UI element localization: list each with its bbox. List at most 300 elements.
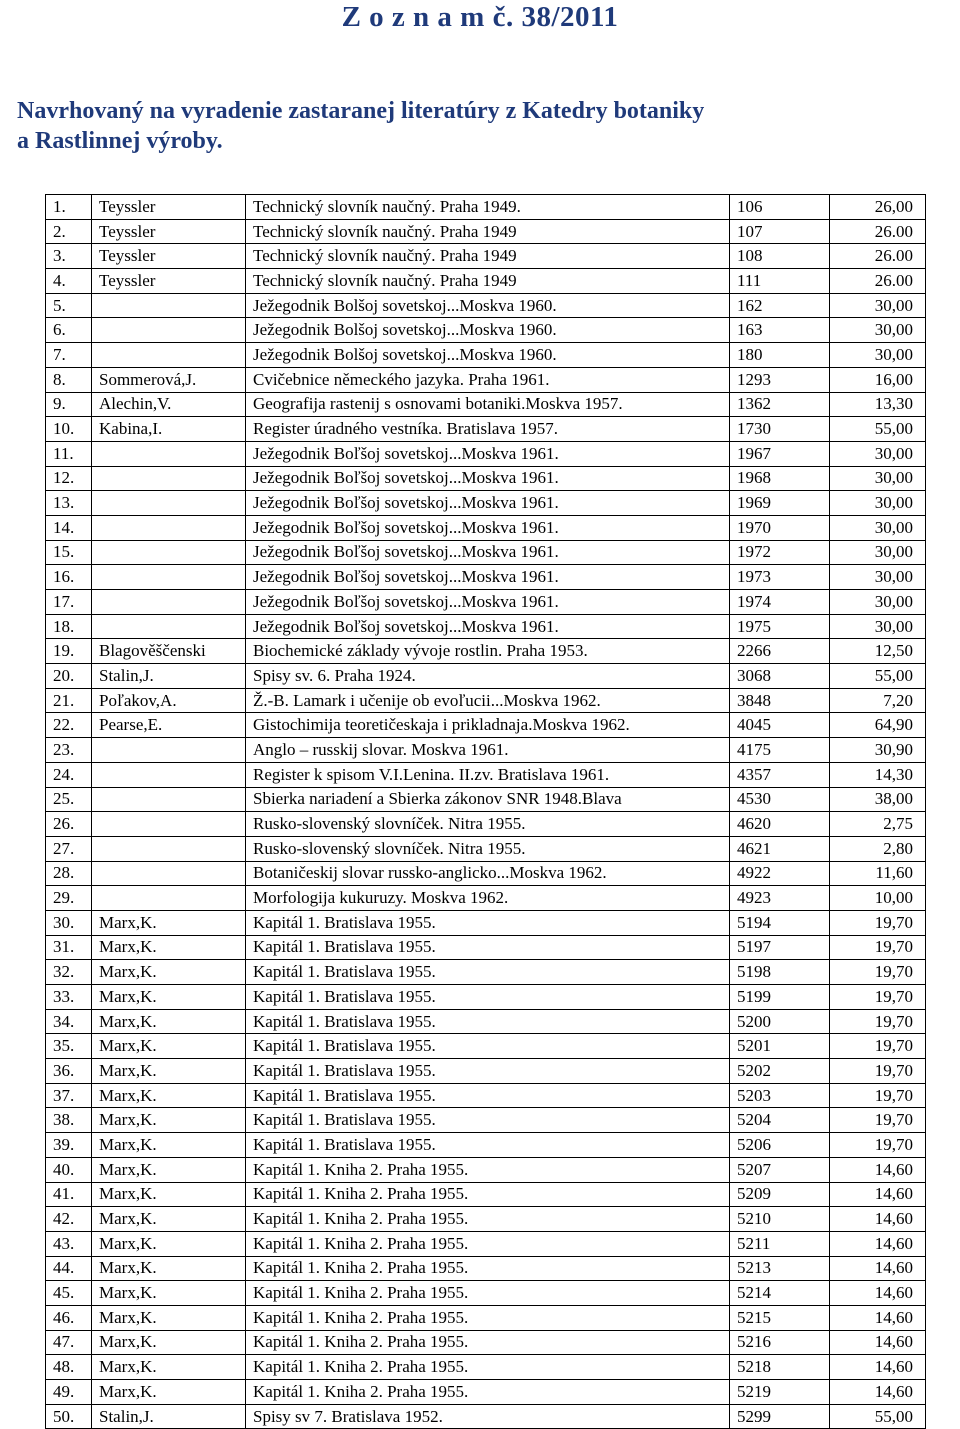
title-cell: Technický slovník naučný. Praha 1949 — [246, 219, 730, 244]
row-number: 19. — [46, 639, 92, 664]
author-cell — [92, 836, 246, 861]
table-row — [46, 392, 926, 417]
title-cell: Kapitál 1. Bratislava 1955. — [246, 1059, 730, 1084]
inventory-number-cell: 5216 — [730, 1330, 830, 1355]
title-cell: Ježegodnik Boľšoj sovetskoj...Moskva 1961. — [246, 540, 730, 565]
title-cell: Ježegodnik Bolšoj sovetskoj...Moskva 1960. — [246, 343, 730, 368]
row-number: 27. — [46, 836, 92, 861]
document-subtitle — [17, 96, 917, 156]
row-number: 14. — [46, 515, 92, 540]
table-row — [46, 269, 926, 294]
table-row — [46, 836, 926, 861]
inventory-number-cell: 5218 — [730, 1355, 830, 1380]
price-cell: 14,60 — [830, 1256, 926, 1281]
inventory-number-cell: 2266 — [730, 639, 830, 664]
row-number: 39. — [46, 1133, 92, 1158]
price-cell: 14,60 — [830, 1281, 926, 1306]
inventory-number-cell: 1972 — [730, 540, 830, 565]
title-cell: Rusko-slovenský slovníček. Nitra 1955. — [246, 812, 730, 837]
table-row — [46, 1182, 926, 1207]
inventory-number-cell: 106 — [730, 195, 830, 220]
author-cell — [92, 565, 246, 590]
title-cell: Ž.-B. Lamark i učenije ob evoľucii...Moskva 1962. — [246, 688, 730, 713]
price-cell: 14,60 — [830, 1305, 926, 1330]
price-cell: 30,90 — [830, 738, 926, 763]
table-row — [46, 293, 926, 318]
price-cell: 11,60 — [830, 861, 926, 886]
author-cell — [92, 787, 246, 812]
price-cell: 30,00 — [830, 540, 926, 565]
inventory-number-cell: 4357 — [730, 762, 830, 787]
price-cell: 64,90 — [830, 713, 926, 738]
inventory-number-cell: 4530 — [730, 787, 830, 812]
price-cell: 19,70 — [830, 1034, 926, 1059]
row-number: 46. — [46, 1305, 92, 1330]
title-cell: Technický slovník naučný. Praha 1949. — [246, 195, 730, 220]
inventory-number-cell: 5194 — [730, 910, 830, 935]
price-cell: 2,75 — [830, 812, 926, 837]
price-cell: 30,00 — [830, 318, 926, 343]
subtitle-line-2: a Rastlinnej výroby. — [17, 128, 223, 154]
author-cell — [92, 540, 246, 565]
author-cell — [92, 441, 246, 466]
row-number: 24. — [46, 762, 92, 787]
price-cell: 30,00 — [830, 515, 926, 540]
price-cell: 30,00 — [830, 614, 926, 639]
inventory-number-cell: 1974 — [730, 590, 830, 615]
inventory-number-cell: 108 — [730, 244, 830, 269]
title-cell: Kapitál 1. Bratislava 1955. — [246, 1034, 730, 1059]
inventory-number-cell: 5198 — [730, 960, 830, 985]
table-row — [46, 985, 926, 1010]
row-number: 49. — [46, 1380, 92, 1405]
price-cell: 2,80 — [830, 836, 926, 861]
table-row — [46, 639, 926, 664]
table-row — [46, 1355, 926, 1380]
row-number: 18. — [46, 614, 92, 639]
author-cell — [92, 861, 246, 886]
price-cell: 14,60 — [830, 1380, 926, 1405]
title-cell: Biochemické základy vývoje rostlin. Praha 1953. — [246, 639, 730, 664]
inventory-number-cell: 111 — [730, 269, 830, 294]
table-row — [46, 1083, 926, 1108]
inventory-number-cell: 4621 — [730, 836, 830, 861]
table-row — [46, 1133, 926, 1158]
title-cell: Technický slovník naučný. Praha 1949 — [246, 269, 730, 294]
row-number: 47. — [46, 1330, 92, 1355]
author-cell: Teyssler — [92, 195, 246, 220]
table-row — [46, 1231, 926, 1256]
table-row — [46, 515, 926, 540]
author-cell: Marx,K. — [92, 985, 246, 1010]
inventory-number-cell: 1730 — [730, 417, 830, 442]
row-number: 6. — [46, 318, 92, 343]
price-cell: 30,00 — [830, 293, 926, 318]
author-cell: Marx,K. — [92, 1182, 246, 1207]
price-cell: 30,00 — [830, 466, 926, 491]
row-number: 3. — [46, 244, 92, 269]
price-cell: 19,70 — [830, 985, 926, 1010]
row-number: 37. — [46, 1083, 92, 1108]
table-row — [46, 664, 926, 689]
title-cell: Kapitál 1. Kniha 2. Praha 1955. — [246, 1281, 730, 1306]
row-number: 4. — [46, 269, 92, 294]
author-cell — [92, 886, 246, 911]
title-cell: Register úradného vestníka. Bratislava 1957. — [246, 417, 730, 442]
inventory-number-cell: 5215 — [730, 1305, 830, 1330]
inventory-number-cell: 4175 — [730, 738, 830, 763]
author-cell — [92, 614, 246, 639]
author-cell — [92, 491, 246, 516]
author-cell: Marx,K. — [92, 1207, 246, 1232]
inventory-number-cell: 5214 — [730, 1281, 830, 1306]
row-number: 21. — [46, 688, 92, 713]
title-cell: Kapitál 1. Kniha 2. Praha 1955. — [246, 1231, 730, 1256]
table-row — [46, 1330, 926, 1355]
table-row — [46, 1108, 926, 1133]
price-cell: 7,20 — [830, 688, 926, 713]
author-cell: Marx,K. — [92, 1281, 246, 1306]
inventory-number-cell: 5203 — [730, 1083, 830, 1108]
author-cell: Marx,K. — [92, 1355, 246, 1380]
author-cell: Sommerová,J. — [92, 367, 246, 392]
inventory-number-cell: 1293 — [730, 367, 830, 392]
title-cell: Gistochimija teoretičeskaja i prikladnaja.Moskva 1962. — [246, 713, 730, 738]
row-number: 35. — [46, 1034, 92, 1059]
price-cell: 55,00 — [830, 417, 926, 442]
row-number: 7. — [46, 343, 92, 368]
table-row — [46, 1009, 926, 1034]
inventory-number-cell: 1975 — [730, 614, 830, 639]
table-row — [46, 417, 926, 442]
row-number: 8. — [46, 367, 92, 392]
inventory-number-cell: 5206 — [730, 1133, 830, 1158]
title-cell: Ježegodnik Boľšoj sovetskoj...Moskva 1961. — [246, 441, 730, 466]
inventory-number-cell: 5197 — [730, 935, 830, 960]
table-row — [46, 762, 926, 787]
book-list-body — [46, 195, 926, 1429]
row-number: 33. — [46, 985, 92, 1010]
inventory-number-cell: 1973 — [730, 565, 830, 590]
row-number: 40. — [46, 1157, 92, 1182]
inventory-number-cell: 180 — [730, 343, 830, 368]
table-row — [46, 590, 926, 615]
author-cell: Blagověščenski — [92, 639, 246, 664]
table-row — [46, 540, 926, 565]
title-cell: Ježegodnik Bolšoj sovetskoj...Moskva 1960. — [246, 318, 730, 343]
inventory-number-cell: 162 — [730, 293, 830, 318]
inventory-number-cell: 5209 — [730, 1182, 830, 1207]
inventory-number-cell: 163 — [730, 318, 830, 343]
subtitle-line-1: Navrhovaný na vyradenie zastaranej literatúry z Katedry botaniky — [17, 98, 705, 124]
table-row — [46, 910, 926, 935]
price-cell: 16,00 — [830, 367, 926, 392]
table-row — [46, 1380, 926, 1405]
inventory-number-cell: 107 — [730, 219, 830, 244]
author-cell: Teyssler — [92, 244, 246, 269]
author-cell: Marx,K. — [92, 1157, 246, 1182]
inventory-number-cell: 1969 — [730, 491, 830, 516]
table-row — [46, 738, 926, 763]
table-row — [46, 886, 926, 911]
table-row — [46, 1256, 926, 1281]
book-list-table — [45, 194, 926, 1429]
row-number: 2. — [46, 219, 92, 244]
table-row — [46, 441, 926, 466]
inventory-number-cell: 5219 — [730, 1380, 830, 1405]
table-row — [46, 960, 926, 985]
row-number: 32. — [46, 960, 92, 985]
row-number: 43. — [46, 1231, 92, 1256]
author-cell — [92, 318, 246, 343]
title-cell: Anglo – russkij slovar. Moskva 1961. — [246, 738, 730, 763]
author-cell: Marx,K. — [92, 935, 246, 960]
inventory-number-cell: 3848 — [730, 688, 830, 713]
table-row — [46, 318, 926, 343]
author-cell: Marx,K. — [92, 1231, 246, 1256]
price-cell: 26.00 — [830, 269, 926, 294]
row-number: 48. — [46, 1355, 92, 1380]
author-cell — [92, 293, 246, 318]
author-cell — [92, 515, 246, 540]
inventory-number-cell: 4922 — [730, 861, 830, 886]
row-number: 9. — [46, 392, 92, 417]
inventory-number-cell: 4045 — [730, 713, 830, 738]
author-cell: Marx,K. — [92, 910, 246, 935]
row-number: 5. — [46, 293, 92, 318]
author-cell: Marx,K. — [92, 1330, 246, 1355]
table-row — [46, 861, 926, 886]
row-number: 30. — [46, 910, 92, 935]
title-cell: Sbierka nariadení a Sbierka zákonov SNR 1948.Blava — [246, 787, 730, 812]
table-row — [46, 343, 926, 368]
title-cell: Kapitál 1. Kniha 2. Praha 1955. — [246, 1330, 730, 1355]
author-cell — [92, 466, 246, 491]
row-number: 16. — [46, 565, 92, 590]
title-cell: Morfologija kukuruzy. Moskva 1962. — [246, 886, 730, 911]
table-row — [46, 1157, 926, 1182]
row-number: 31. — [46, 935, 92, 960]
price-cell: 19,70 — [830, 960, 926, 985]
price-cell: 19,70 — [830, 1059, 926, 1084]
title-cell: Ježegodnik Boľšoj sovetskoj...Moskva 1961. — [246, 515, 730, 540]
price-cell: 10,00 — [830, 886, 926, 911]
title-cell: Spisy sv 7. Bratislava 1952. — [246, 1404, 730, 1429]
title-cell: Kapitál 1. Kniha 2. Praha 1955. — [246, 1207, 730, 1232]
table-row — [46, 812, 926, 837]
title-cell: Kapitál 1. Bratislava 1955. — [246, 960, 730, 985]
author-cell: Marx,K. — [92, 1256, 246, 1281]
title-cell: Ježegodnik Boľšoj sovetskoj...Moskva 1961. — [246, 491, 730, 516]
price-cell: 26.00 — [830, 219, 926, 244]
table-row — [46, 1305, 926, 1330]
title-cell: Kapitál 1. Kniha 2. Praha 1955. — [246, 1256, 730, 1281]
row-number: 13. — [46, 491, 92, 516]
inventory-number-cell: 3068 — [730, 664, 830, 689]
table-row — [46, 1207, 926, 1232]
inventory-number-cell: 5199 — [730, 985, 830, 1010]
author-cell: Kabina,I. — [92, 417, 246, 442]
row-number: 20. — [46, 664, 92, 689]
row-number: 38. — [46, 1108, 92, 1133]
price-cell: 14,60 — [830, 1182, 926, 1207]
table-row — [46, 195, 926, 220]
inventory-number-cell: 1967 — [730, 441, 830, 466]
price-cell: 55,00 — [830, 1404, 926, 1429]
price-cell: 30,00 — [830, 590, 926, 615]
title-cell: Technický slovník naučný. Praha 1949 — [246, 244, 730, 269]
inventory-number-cell: 5207 — [730, 1157, 830, 1182]
price-cell: 38,00 — [830, 787, 926, 812]
price-cell: 26,00 — [830, 195, 926, 220]
title-cell: Ježegodnik Boľšoj sovetskoj...Moskva 1961. — [246, 565, 730, 590]
price-cell: 19,70 — [830, 910, 926, 935]
inventory-number-cell: 5204 — [730, 1108, 830, 1133]
author-cell: Stalin,J. — [92, 664, 246, 689]
price-cell: 19,70 — [830, 935, 926, 960]
title-cell: Cvičebnice německého jazyka. Praha 1961. — [246, 367, 730, 392]
author-cell: Stalin,J. — [92, 1404, 246, 1429]
inventory-number-cell: 1970 — [730, 515, 830, 540]
price-cell: 26.00 — [830, 244, 926, 269]
row-number: 29. — [46, 886, 92, 911]
price-cell: 19,70 — [830, 1133, 926, 1158]
author-cell: Marx,K. — [92, 1034, 246, 1059]
document-title: Z o z n a m č. 38/2011 — [341, 1, 619, 33]
author-cell: Marx,K. — [92, 1009, 246, 1034]
author-cell: Marx,K. — [92, 1133, 246, 1158]
price-cell: 14,60 — [830, 1157, 926, 1182]
author-cell: Marx,K. — [92, 1305, 246, 1330]
table-row — [46, 466, 926, 491]
row-number: 45. — [46, 1281, 92, 1306]
price-cell: 30,00 — [830, 343, 926, 368]
price-cell: 19,70 — [830, 1009, 926, 1034]
inventory-number-cell: 5211 — [730, 1231, 830, 1256]
table-row — [46, 713, 926, 738]
author-cell — [92, 762, 246, 787]
author-cell: Marx,K. — [92, 1380, 246, 1405]
table-row — [46, 1404, 926, 1429]
row-number: 41. — [46, 1182, 92, 1207]
author-cell: Marx,K. — [92, 1083, 246, 1108]
inventory-number-cell: 4620 — [730, 812, 830, 837]
inventory-number-cell: 5202 — [730, 1059, 830, 1084]
title-cell: Geografija rastenij s osnovami botaniki.Moskva 1957. — [246, 392, 730, 417]
price-cell: 55,00 — [830, 664, 926, 689]
row-number: 23. — [46, 738, 92, 763]
title-cell: Rusko-slovenský slovníček. Nitra 1955. — [246, 836, 730, 861]
inventory-number-cell: 5200 — [730, 1009, 830, 1034]
price-cell: 14,60 — [830, 1330, 926, 1355]
inventory-number-cell: 5213 — [730, 1256, 830, 1281]
row-number: 10. — [46, 417, 92, 442]
row-number: 50. — [46, 1404, 92, 1429]
inventory-number-cell: 4923 — [730, 886, 830, 911]
price-cell: 12,50 — [830, 639, 926, 664]
row-number: 34. — [46, 1009, 92, 1034]
row-number: 12. — [46, 466, 92, 491]
author-cell: Marx,K. — [92, 1059, 246, 1084]
title-cell: Botaničeskij slovar russko-anglicko...Moskva 1962. — [246, 861, 730, 886]
row-number: 17. — [46, 590, 92, 615]
title-cell: Ježegodnik Boľšoj sovetskoj...Moskva 1961. — [246, 466, 730, 491]
author-cell: Teyssler — [92, 269, 246, 294]
title-cell: Kapitál 1. Bratislava 1955. — [246, 1133, 730, 1158]
title-cell: Ježegodnik Boľšoj sovetskoj...Moskva 1961. — [246, 590, 730, 615]
table-row — [46, 219, 926, 244]
table-row — [46, 787, 926, 812]
title-cell: Kapitál 1. Kniha 2. Praha 1955. — [246, 1157, 730, 1182]
table-row — [46, 1034, 926, 1059]
row-number: 11. — [46, 441, 92, 466]
inventory-number-cell: 1362 — [730, 392, 830, 417]
inventory-number-cell: 5201 — [730, 1034, 830, 1059]
author-cell: Pearse,E. — [92, 713, 246, 738]
title-cell: Kapitál 1. Kniha 2. Praha 1955. — [246, 1305, 730, 1330]
title-cell: Ježegodnik Boľšoj sovetskoj...Moskva 1961. — [246, 614, 730, 639]
price-cell: 14,30 — [830, 762, 926, 787]
title-cell: Kapitál 1. Bratislava 1955. — [246, 985, 730, 1010]
author-cell — [92, 343, 246, 368]
table-row — [46, 1281, 926, 1306]
author-cell: Alechin,V. — [92, 392, 246, 417]
row-number: 36. — [46, 1059, 92, 1084]
row-number: 22. — [46, 713, 92, 738]
inventory-number-cell: 1968 — [730, 466, 830, 491]
title-cell: Kapitál 1. Bratislava 1955. — [246, 910, 730, 935]
price-cell: 30,00 — [830, 491, 926, 516]
price-cell: 30,00 — [830, 441, 926, 466]
table-row — [46, 244, 926, 269]
row-number: 15. — [46, 540, 92, 565]
row-number: 42. — [46, 1207, 92, 1232]
price-cell: 14,60 — [830, 1207, 926, 1232]
author-cell: Marx,K. — [92, 1108, 246, 1133]
inventory-number-cell: 5299 — [730, 1404, 830, 1429]
author-cell — [92, 812, 246, 837]
price-cell: 14,60 — [830, 1355, 926, 1380]
row-number: 26. — [46, 812, 92, 837]
row-number: 25. — [46, 787, 92, 812]
title-cell: Kapitál 1. Bratislava 1955. — [246, 1009, 730, 1034]
author-cell — [92, 738, 246, 763]
title-cell: Kapitál 1. Bratislava 1955. — [246, 1083, 730, 1108]
author-cell: Poľakov,A. — [92, 688, 246, 713]
author-cell: Teyssler — [92, 219, 246, 244]
table-row — [46, 935, 926, 960]
price-cell: 19,70 — [830, 1083, 926, 1108]
price-cell: 13,30 — [830, 392, 926, 417]
price-cell: 14,60 — [830, 1231, 926, 1256]
table-row — [46, 1059, 926, 1084]
price-cell: 19,70 — [830, 1108, 926, 1133]
table-row — [46, 491, 926, 516]
title-cell: Kapitál 1. Kniha 2. Praha 1955. — [246, 1355, 730, 1380]
title-cell: Kapitál 1. Kniha 2. Praha 1955. — [246, 1380, 730, 1405]
row-number: 28. — [46, 861, 92, 886]
table-row — [46, 614, 926, 639]
title-cell: Register k spisom V.I.Lenina. II.zv. Bratislava 1961. — [246, 762, 730, 787]
price-cell: 30,00 — [830, 565, 926, 590]
title-cell: Spisy sv. 6. Praha 1924. — [246, 664, 730, 689]
row-number: 44. — [46, 1256, 92, 1281]
title-cell: Kapitál 1. Kniha 2. Praha 1955. — [246, 1182, 730, 1207]
author-cell: Marx,K. — [92, 960, 246, 985]
row-number: 1. — [46, 195, 92, 220]
title-cell: Kapitál 1. Bratislava 1955. — [246, 935, 730, 960]
table-row — [46, 367, 926, 392]
